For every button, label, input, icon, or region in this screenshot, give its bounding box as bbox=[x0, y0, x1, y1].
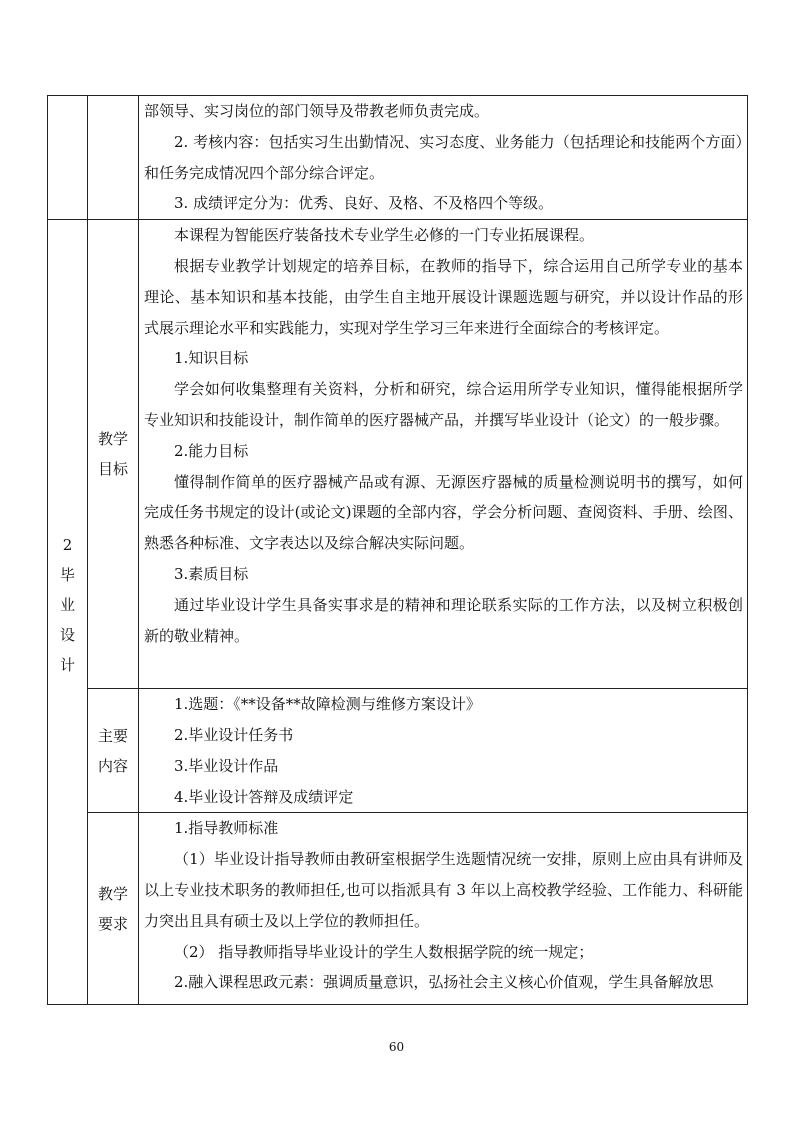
content-cell bbox=[139, 96, 748, 220]
label-line: 教学 bbox=[97, 884, 128, 903]
page-number: 60 bbox=[388, 1040, 405, 1054]
table-row-teaching-requirements bbox=[48, 813, 748, 1005]
table-row-teaching-goals bbox=[48, 220, 748, 689]
row-label bbox=[88, 689, 139, 813]
content-cell bbox=[139, 813, 748, 1005]
label-line: 主要 bbox=[97, 726, 128, 745]
table-row-main-content bbox=[48, 689, 748, 813]
section-title-char: 设 bbox=[59, 626, 75, 645]
label-line: 要求 bbox=[97, 914, 128, 933]
section-title-char: 毕 bbox=[59, 566, 75, 585]
paragraph: 1.知识目标 bbox=[174, 349, 249, 368]
paragraph: 本课程为智能医疗装备技术专业学生必修的一门专业拓展课程。 bbox=[174, 226, 595, 245]
paragraph: 3.素质目标 bbox=[174, 564, 249, 583]
paragraph: 部领导、实习岗位的部门领导及带教老师负责完成。 bbox=[144, 102, 490, 120]
paragraph: 1.指导教师标准 bbox=[174, 819, 279, 838]
paragraph: 2. 考核内容：包括实习生出勤情况、实习态度、业务能力（包括理论和技能两个方面）和任务完成情况四个部分综合评定。 bbox=[144, 132, 743, 182]
paragraph: 1.选题：《**设备**故障检测与维修方案设计》 bbox=[174, 695, 481, 714]
course-table bbox=[47, 95, 748, 1005]
paragraph: 懂得制作简单的医疗器械产品或有源、无源医疗器械的质量检测说明书的撰写，如何完成任务书规定的设计(或论文)课题的全部内容，学会分析问题、查阅资料、手册、绘图、熟悉各种标准、文字表达以及综合解决实际问题。 bbox=[144, 472, 743, 553]
row-label bbox=[88, 813, 139, 1005]
label-line: 目标 bbox=[97, 460, 128, 479]
paragraph: 学会如何收集整理有关资料，分析和研究，综合运用所学专业知识，懂得能根据所学专业知识和技能设计，制作简单的医疗器械产品，并撰写毕业设计（论文）的一般步骤。 bbox=[144, 380, 743, 429]
paragraph: 根据专业教学计划规定的培养目标，在教师的指导下，综合运用自己所学专业的基本理论、基本知识和基本技能，由学生自主地开展设计课题选题与研究，并以设计作品的形式展示理论水平和实践能力，实现对学生学习三年来进行全面综合的考核评定。 bbox=[144, 256, 743, 337]
paragraph: （2） 指导教师指导毕业设计的学生人数根据学院的统一规定； bbox=[174, 942, 594, 961]
content-cell bbox=[139, 689, 748, 813]
row-label bbox=[88, 220, 139, 689]
paragraph: 通过毕业设计学生具备实事求是的精神和理论联系实际的工作方法，以及树立积极创新的敬业精神。 bbox=[144, 595, 743, 645]
label-line: 内容 bbox=[97, 756, 128, 775]
number-cell-empty bbox=[48, 96, 88, 220]
table-row-continued bbox=[48, 96, 748, 220]
paragraph: 2.融入课程思政元素：强调质量意识，弘扬社会主义核心价值观，学生具备解放思 bbox=[174, 973, 714, 992]
section-title-char: 业 bbox=[59, 596, 75, 615]
paragraph: 2.能力目标 bbox=[174, 441, 249, 460]
label-cell-empty bbox=[88, 96, 139, 220]
section-number: 2 bbox=[62, 536, 73, 555]
label-line: 教学 bbox=[97, 430, 128, 449]
paragraph: 2.毕业设计任务书 bbox=[174, 725, 294, 744]
section-title-char: 计 bbox=[59, 656, 75, 675]
content-cell bbox=[139, 220, 748, 689]
section-number-cell bbox=[48, 220, 88, 1005]
paragraph: （1）毕业设计指导教师由教研室根据学生选题情况统一安排，原则上应由具有讲师及以上专业技术职务的教师担任,也可以指派具有 3 年以上高校教学经验、工作能力、科研能力突出且具有硕士及以上学位的教师担任。 bbox=[144, 850, 743, 930]
paragraph: 4.毕业设计答辩及成绩评定 bbox=[174, 787, 354, 806]
paragraph: 3. 成绩评定分为：优秀、良好、及格、不及格四个等级。 bbox=[174, 194, 554, 213]
paragraph: 3.毕业设计作品 bbox=[174, 756, 279, 775]
